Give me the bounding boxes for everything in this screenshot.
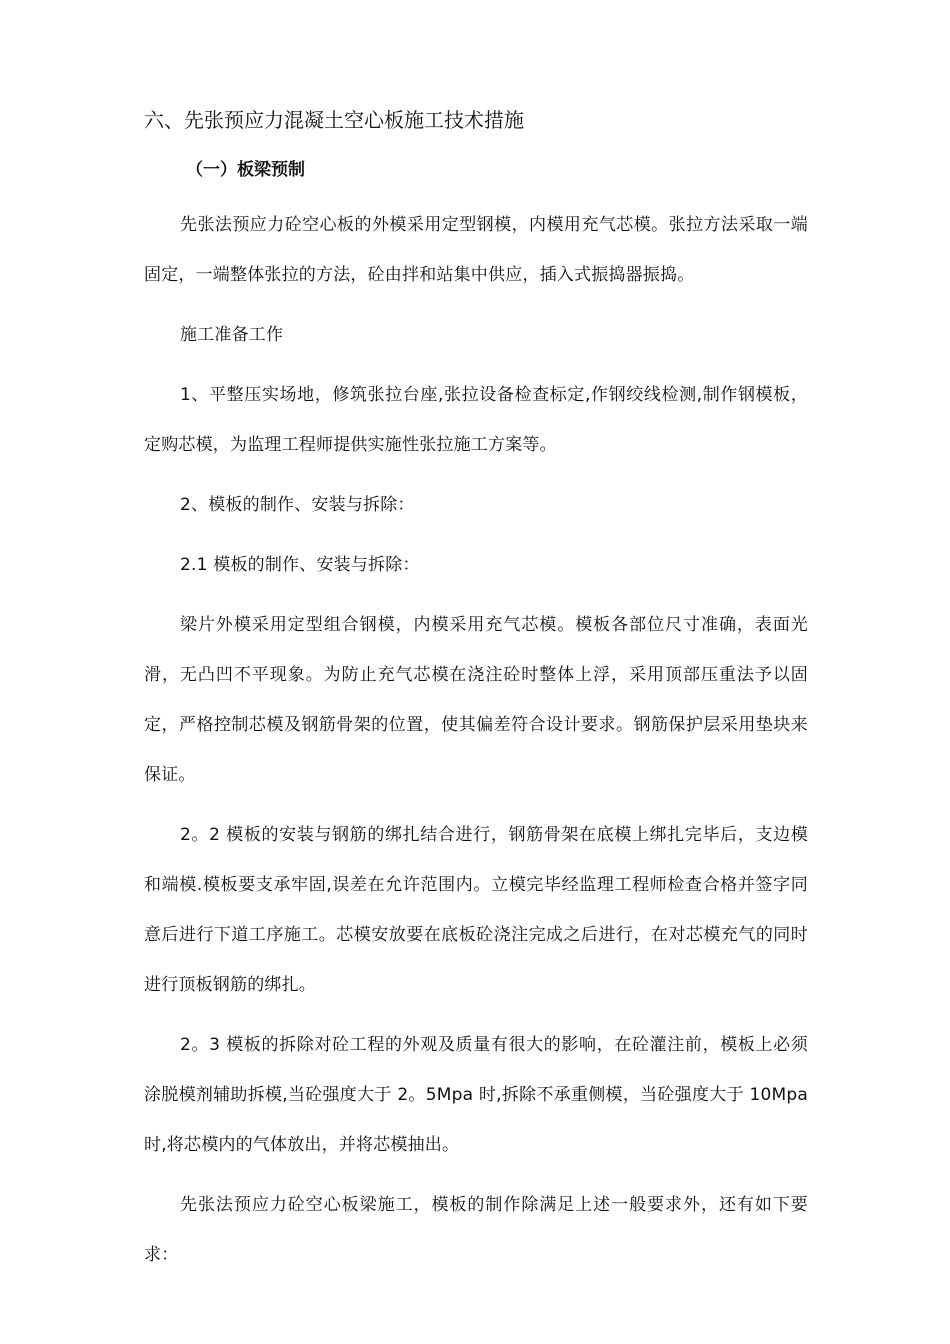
document-body — [144, 100, 808, 1280]
paragraph-item-2-1: 2.1 模板的制作、安装与拆除： — [180, 555, 420, 575]
paragraph-item-2: 2、模板的制作、安装与拆除： — [180, 495, 415, 515]
paragraph-item-2-3: 2。3 模板的拆除对砼工程的外观及质量有很大的影响，在砼灌注前，模板上必须涂脱模剂辅助拆模,当砼强度大于 2。5Mpa 时,拆除不承重侧模，当砼强度大于 10Mpa 时,将芯模内的气体放出，并将芯模抽出。 — [144, 1035, 808, 1155]
paragraph-item-2-2: 2。2 模板的安装与钢筋的绑扎结合进行，钢筋骨架在底模上绑扎完毕后，支边模和端模.模板要支承牢固,误差在允许范围内。立模完毕经监理工程师检查合格并签字同意后进行下道工序施工。芯模安放要在底板砼浇注完成之后进行，在对芯模充气的同时进行顶板钢筋的绑扎。 — [144, 825, 808, 995]
paragraph-intro: 先张法预应力砼空心板的外模采用定型钢模，内模用充气芯模。张拉方法采取一端固定，一端整体张拉的方法，砼由拌和站集中供应，插入式振捣器振捣。 — [144, 215, 808, 285]
paragraph-formwork-description: 梁片外模采用定型组合钢模，内模采用充气芯模。模板各部位尺寸准确，表面光滑，无凸凹不平现象。为防止充气芯模在浇注砼时整体上浮，采用顶部压重法予以固定，严格控制芯模及钢筋骨架的位置，使其偏差符合设计要求。钢筋保护层采用垫块来保证。 — [144, 615, 808, 785]
paragraph-requirements: 先张法预应力砼空心板梁施工，模板的制作除满足上述一般要求外，还有如下要求： — [144, 1195, 808, 1265]
paragraph-preparation-heading: 施工准备工作 — [180, 325, 284, 345]
paragraph-item-1: 1、平整压实场地，修筑张拉台座,张拉设备检查标定,作钢绞线检测,制作钢模板，定购芯模，为监理工程师提供实施性张拉施工方案等。 — [144, 385, 808, 455]
section-title: 六、先张预应力混凝土空心板施工技术措施 — [144, 108, 524, 132]
subsection-heading: （一）板梁预制 — [186, 160, 305, 180]
